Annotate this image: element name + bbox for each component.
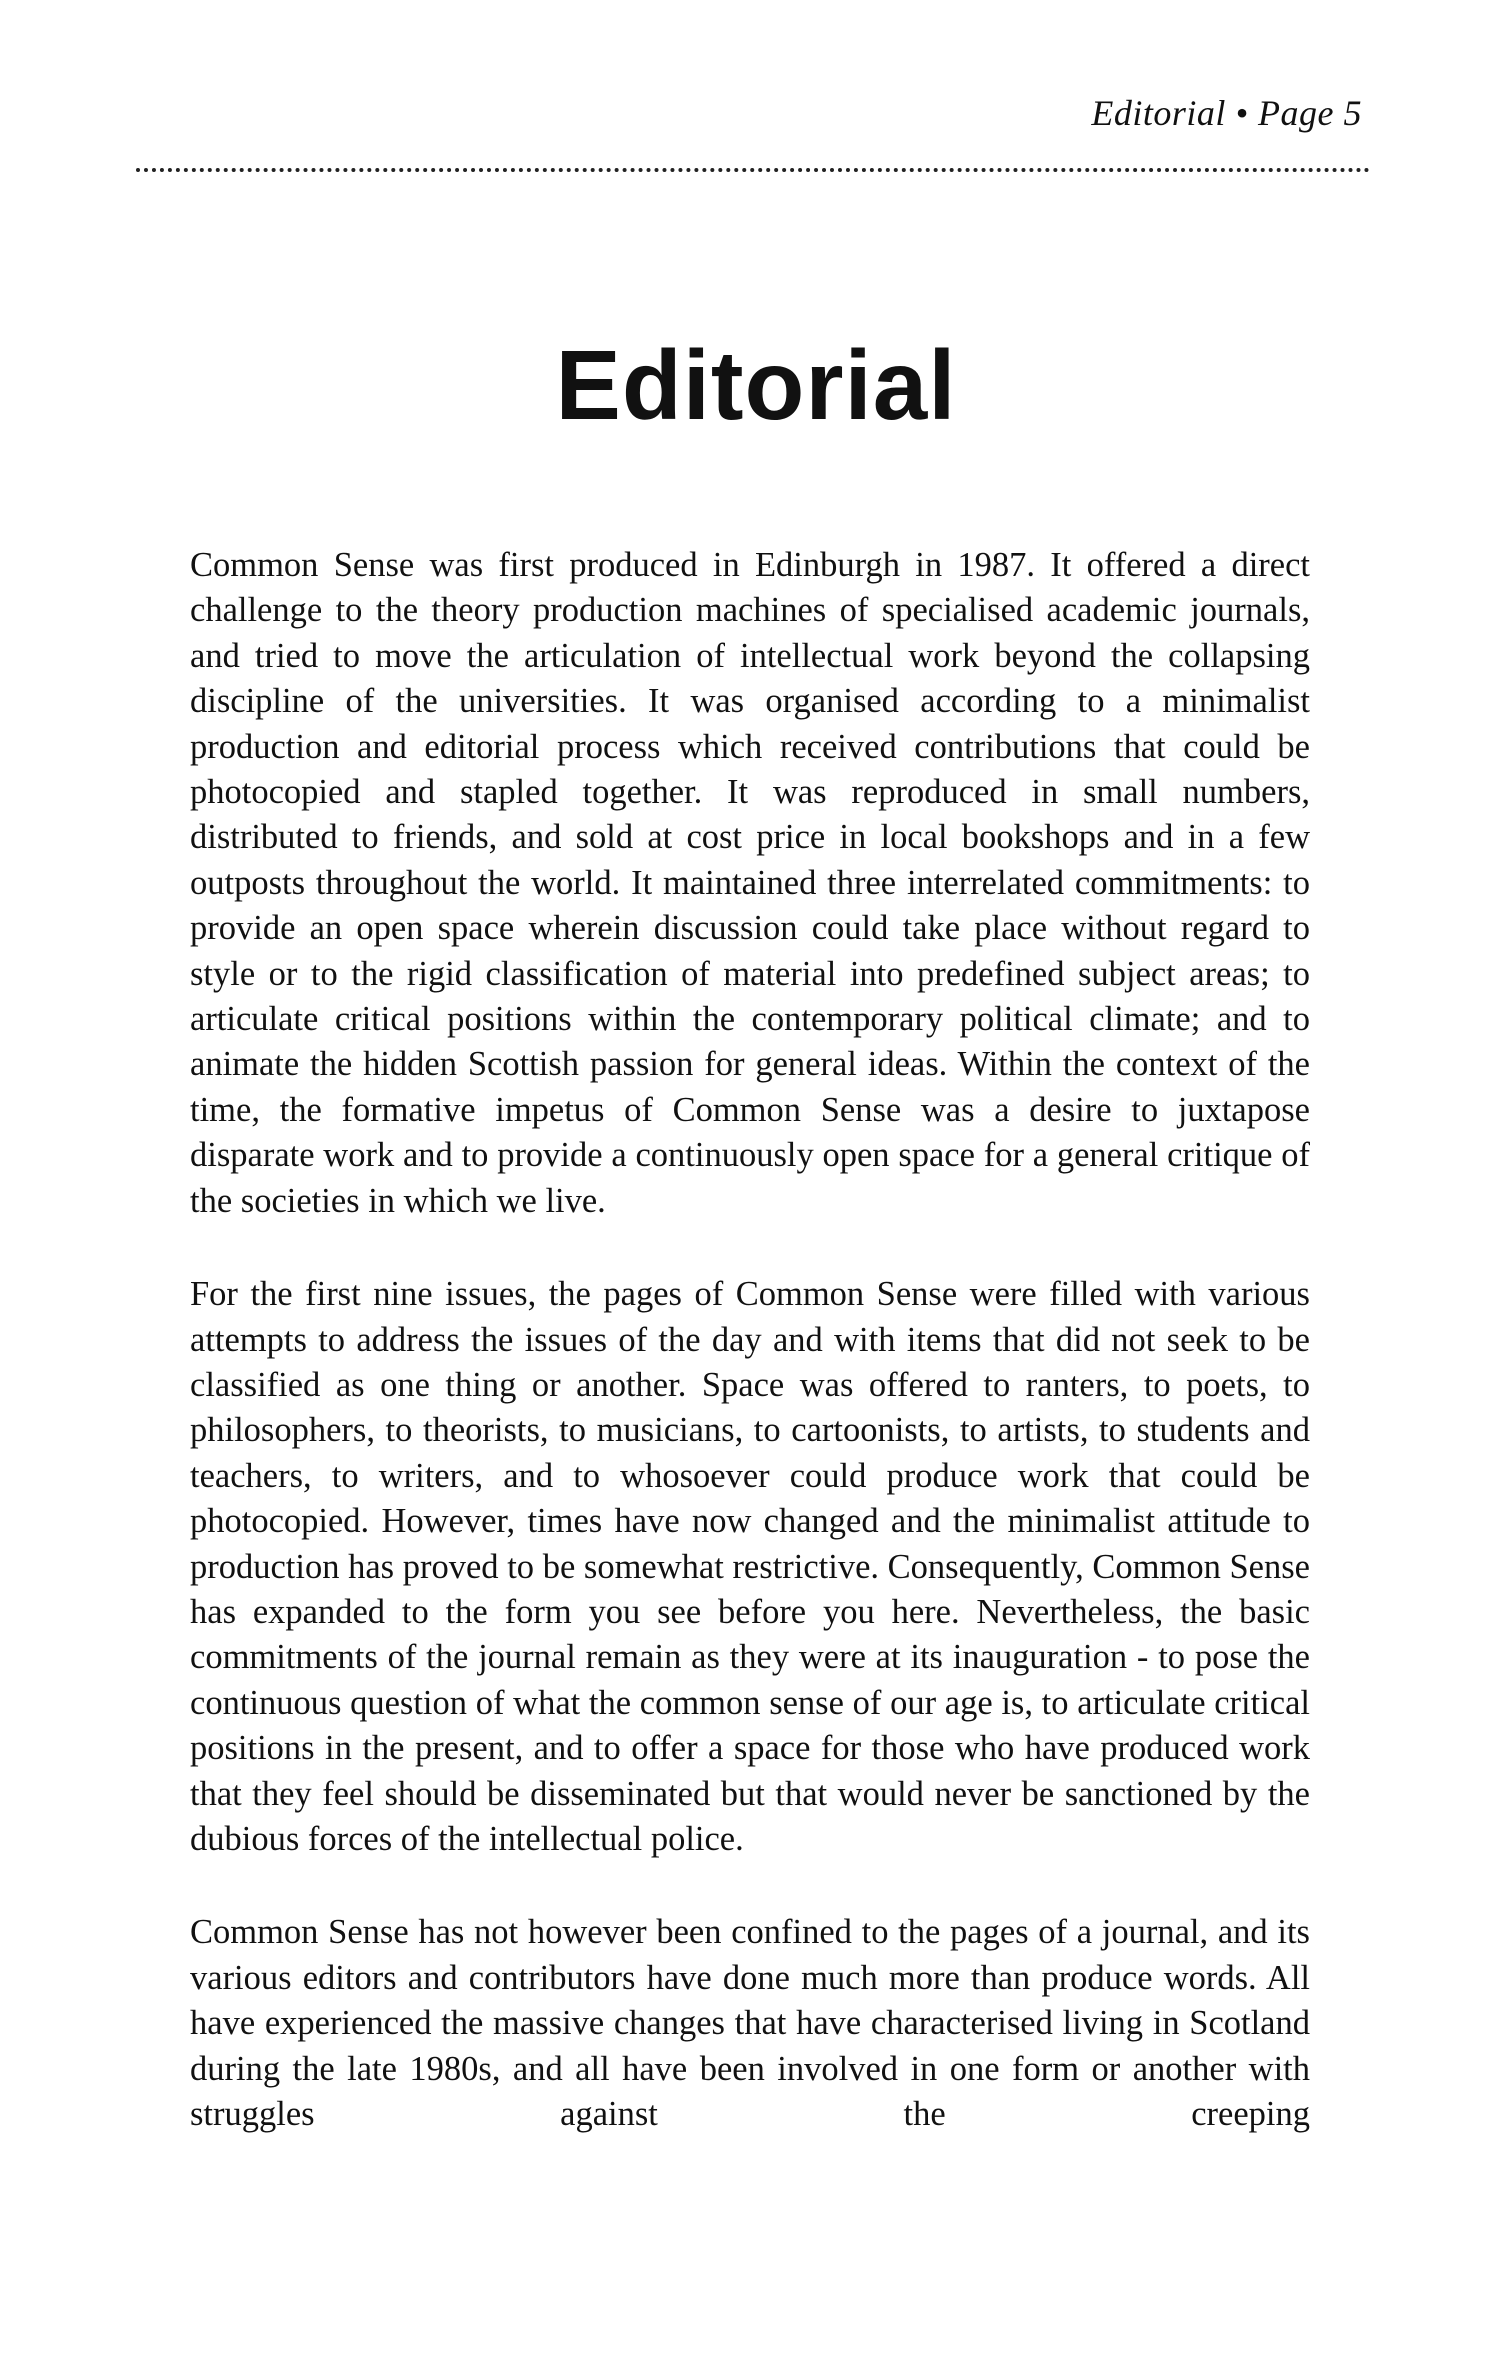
dotted-divider bbox=[136, 168, 1370, 172]
page-title: Editorial bbox=[555, 330, 957, 440]
paragraph: Common Sense was first produced in Edinburgh in 1987. It offered a direct challenge to the theory production machines of specialised academic journals, and tried to move the articulation of intellectual work beyond the collapsing discipline of the universities. It was organised according to a minimalist production and editorial process which received contributions that could be photocopied and stapled together. It was reproduced in small numbers, distributed to friends, and sold at cost price in local bookshops and in a few outposts throughout the world. It maintained three interrelated commitments: to provide an open space wherein discussion could take place without regard to style or to the rigid classification of material into predefined subject areas; to articulate critical positions within the contemporary political climate; and to animate the hidden Scottish passion for general ideas. Within the context of the time, the formative impetus of Common Sense was a desire to juxtapose disparate work and to provide a continuously open space for a general critique of the societies in which we live. bbox=[190, 546, 1310, 1220]
running-head: Editorial • Page 5 bbox=[1091, 93, 1362, 133]
paragraph: For the first nine issues, the pages of Common Sense were filled with various attempts to address the issues of the day and with items that did not seek to be classified as one thing or another. Space was offered to ranters, to poets, to philosophers, to theorists, to musicians, to cartoonists, to artists, to students and teachers, to writers, and to whosoever could produce work that could be photocopied. However, times have now changed and the minimalist attitude to production has proved to be somewhat restrictive. Consequently, Common Sense has expanded to the form you see before you here. Nevertheless, the basic commitments of the journal remain as they were at its inauguration - to pose the continuous question of what the common sense of our age is, to articulate critical positions in the present, and to offer a space for those who have produced work that they feel should be disseminated but that would never be sanctioned by the dubious forces of the intellectual police. bbox=[190, 1275, 1310, 1858]
article-body bbox=[190, 543, 1310, 2137]
paragraph: Common Sense has not however been confined to the pages of a journal, and its various editors and contributors have done much more than produce words. All have experienced the massive changes that have characterised living in Scotland during the late 1980s, and all have been involved in one form or another with struggles against the creeping bbox=[190, 1913, 1310, 2133]
